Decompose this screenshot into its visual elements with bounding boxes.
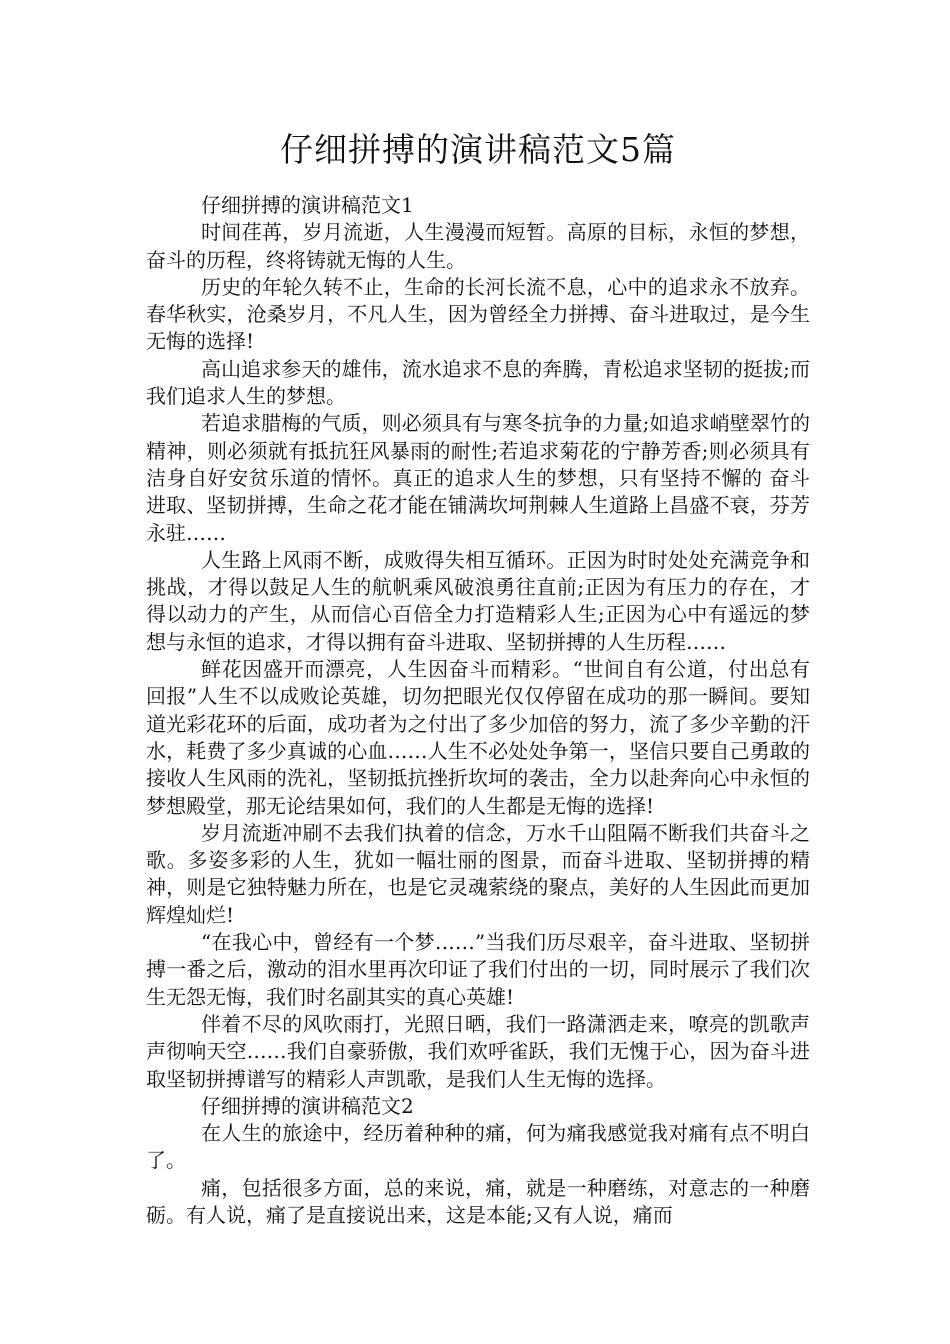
paragraph: 伴着不尽的风吹雨打，光照日晒，我们一路潇洒走来，嘹亮的凯歌声声彻响天空……我们自豪骄傲，我们欢呼雀跃，我们无愧于心，因为奋斗进取坚韧拼搏谱写的精彩人声凯歌，是我们人生无悔的选择。: [146, 1011, 810, 1091]
paragraph: 痛，包括很多方面，总的来说，痛，就是一种磨练，对意志的一种磨砺。有人说，痛了是直接说出来，这是本能;又有人说，痛而: [146, 1175, 810, 1227]
paragraph: 岁月流逝冲刷不去我们执着的信念，万水千山阻隔不断我们共奋斗之歌。多姿多彩的人生，犹如一幅壮丽的图景，而奋斗进取、坚韧拼搏的精神，则是它独特魅力所在，也是它灵魂萦绕的聚点，美好的人生因此而更加辉煌灿烂!: [146, 820, 810, 927]
section-heading: 仔细拼搏的演讲稿范文1: [201, 193, 414, 217]
paragraph: 高山追求参天的雄伟，流水追求不息的奔腾，青松追求坚韧的挺拔;而我们追求人生的梦想。: [146, 356, 810, 409]
paragraph: 鲜花因盛开而漂亮，人生因奋斗而精彩。“世间自有公道，付出总有回报”人生不以成败论英雄，切勿把眼光仅仅停留在成功的那一瞬间。要知道光彩花环的后面，成功者为之付出了多少加倍的努力，流了多少辛勤的汗水，耗费了多少真诚的心血……人生不必处处争第一，坚信只要自己勇敢的接收人生风雨的洗礼，坚韧抵抗挫折坎坷的袭击，全力以赴奔向心中永恒的梦想殿堂，那无论结果如何，我们的人生都是无悔的选择!: [146, 657, 810, 818]
paragraph: 在人生的旅途中，经历着种种的痛，何为痛我感觉我对痛有点不明白了。: [146, 1121, 810, 1173]
paragraph: 时间荏苒，岁月流逝，人生漫漫而短暂。高原的目标，永恒的梦想，奋斗的历程，终将铸就无悔的人生。: [146, 220, 810, 272]
paragraph: 人生路上风雨不断，成败得失相互循环。正因为时时处处充满竞争和挑战，才得以鼓足人生的航帆乘风破浪勇往直前;正因为有压力的存在，才得以动力的产生，从而信心百倍全力打造精彩人生;正因为心中有遥远的梦想与永恒的追求，才得以拥有奋斗进取、坚韧拼搏的人生历程……: [146, 547, 810, 654]
section-1: [146, 192, 810, 1093]
paragraph: 历史的年轮久转不止，生命的长河长流不息，心中的追求永不放弃。春华秋实，沧桑岁月，不凡人生，因为曾经全力拼搏、奋斗进取过，是今生无悔的选择!: [146, 274, 810, 354]
document-page: [146, 128, 810, 1229]
paragraph: “在我心中，曾经有一个梦……”当我们历尽艰辛，奋斗进取、坚韧拼搏一番之后，激动的泪水里再次印证了我们付出的一切，同时展示了我们次生无怨无悔，我们时名副其实的真心英雄!: [146, 930, 810, 1009]
section-2: [146, 1093, 810, 1229]
section-heading: 仔细拼搏的演讲稿范文2: [201, 1093, 414, 1118]
paragraph: 若追求腊梅的气质，则必须具有与寒冬抗争的力量;如追求峭壁翠竹的精神，则必须就有抵抗狂风暴雨的耐性;若追求菊花的宁静芳香;则必须具有洁身自好安贫乐道的情怀。真正的追求人生的梦想，只有坚持不懈的 奋斗进取、坚韧拼搏，生命之花才能在铺满坎坷荆棘人生道路上昌盛不衰，芬芳永驻……: [146, 411, 810, 545]
document-title: 仔细拼搏的演讲稿范文5篇: [280, 130, 676, 169]
